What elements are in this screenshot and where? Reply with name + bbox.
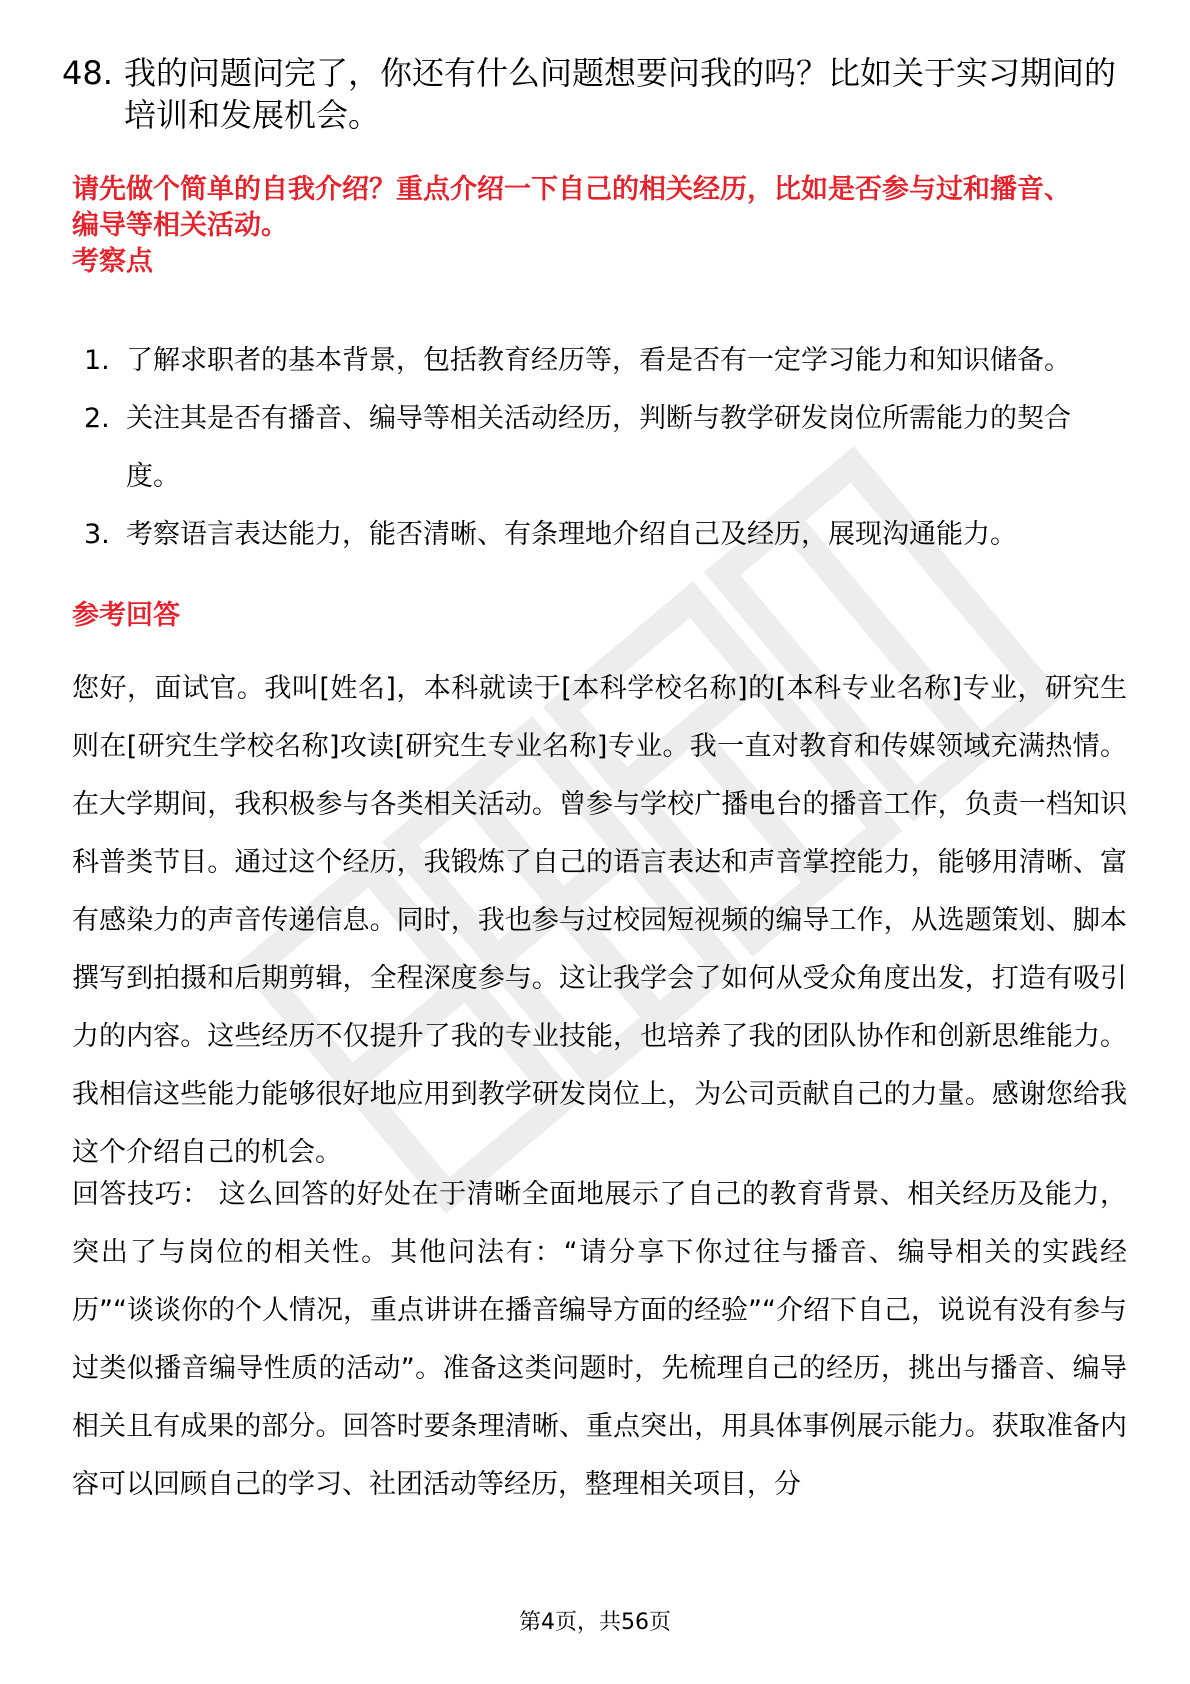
answer-tips: 回答技巧： 这么回答的好处在于清晰全面地展示了自己的教育背景、相关经历及能力，突出了与岗位的相关性。其他问法有：“请分享下你过往与播音、编导相关的实践经历”“谈谈你的个人情况，重点讲讲在播音编导方面的经验”“介绍下自己，说说有没有参与过类似播音编导性质的活动”。准备这类问题时，先梳理自己的经历，挑出与播音、编导相关且有成果的部分。回答时要条理清晰、重点突出，用具体事例展示能力。获取准备内容可以回顾自己的学习、社团活动等经历，整理相关项目，分 (72, 1179, 1127, 1500)
question-heading (62, 52, 1132, 134)
reference-title: 参考回答 (72, 600, 180, 631)
assessment-item-number: 1. (84, 345, 110, 376)
interview-prompt: 请先做个简单的自我介绍？重点介绍一下自己的相关经历，比如是否参与过和播音、编导等相关活动。 (72, 174, 1071, 241)
assessment-item-text: 了解求职者的基本背景，包括教育经历等，看是否有一定学习能力和知识储备。 (126, 345, 1071, 376)
assessment-item-number: 3. (84, 519, 110, 550)
assessment-item (84, 390, 1114, 506)
assessment-item-text: 考察语言表达能力，能否清晰、有条理地介绍自己及经历，展现沟通能力。 (126, 519, 1017, 550)
assessment-title: 考察点 (72, 246, 153, 277)
question-text: 我的问题问完了，你还有什么问题想要问我的吗？比如关于实习期间的培训和发展机会。 (124, 54, 1117, 134)
question-number: 48. (62, 54, 113, 92)
page-number: 第4页，共56页 (519, 1610, 671, 1635)
assessment-item-text: 关注其是否有播音、编导等相关活动经历，判断与教学研发岗位所需能力的契合度。 (126, 403, 1071, 492)
reference-answer: 您好，面试官。我叫[姓名]，本科就读于[本科学校名称]的[本科专业名称]专业，研究生则在[研究生学校名称]攻读[研究生专业名称]专业。我一直对教育和传媒领域充满热情。在大学期间，我积极参与各类相关活动。曾参与学校广播电台的播音工作，负责一档知识科普类节目。通过这个经历，我锻炼了自己的语言表达和声音掌控能力，能够用清晰、富有感染力的声音传递信息。同时，我也参与过校园短视频的编导工作，从选题策划、脚本撰写到拍摄和后期剪辑，全程深度参与。这让我学会了如何从受众角度出发，打造有吸引力的内容。这些经历不仅提升了我的专业技能，也培养了我的团队协作和创新思维能力。我相信这些能力能够很好地应用到教学研发岗位上，为公司贡献自己的力量。感谢您给我这个介绍自己的机会。 (72, 673, 1127, 1168)
assessment-item-number: 2. (84, 403, 110, 434)
assessment-list (84, 332, 1114, 564)
assessment-item (84, 506, 1114, 564)
assessment-item (84, 332, 1114, 390)
